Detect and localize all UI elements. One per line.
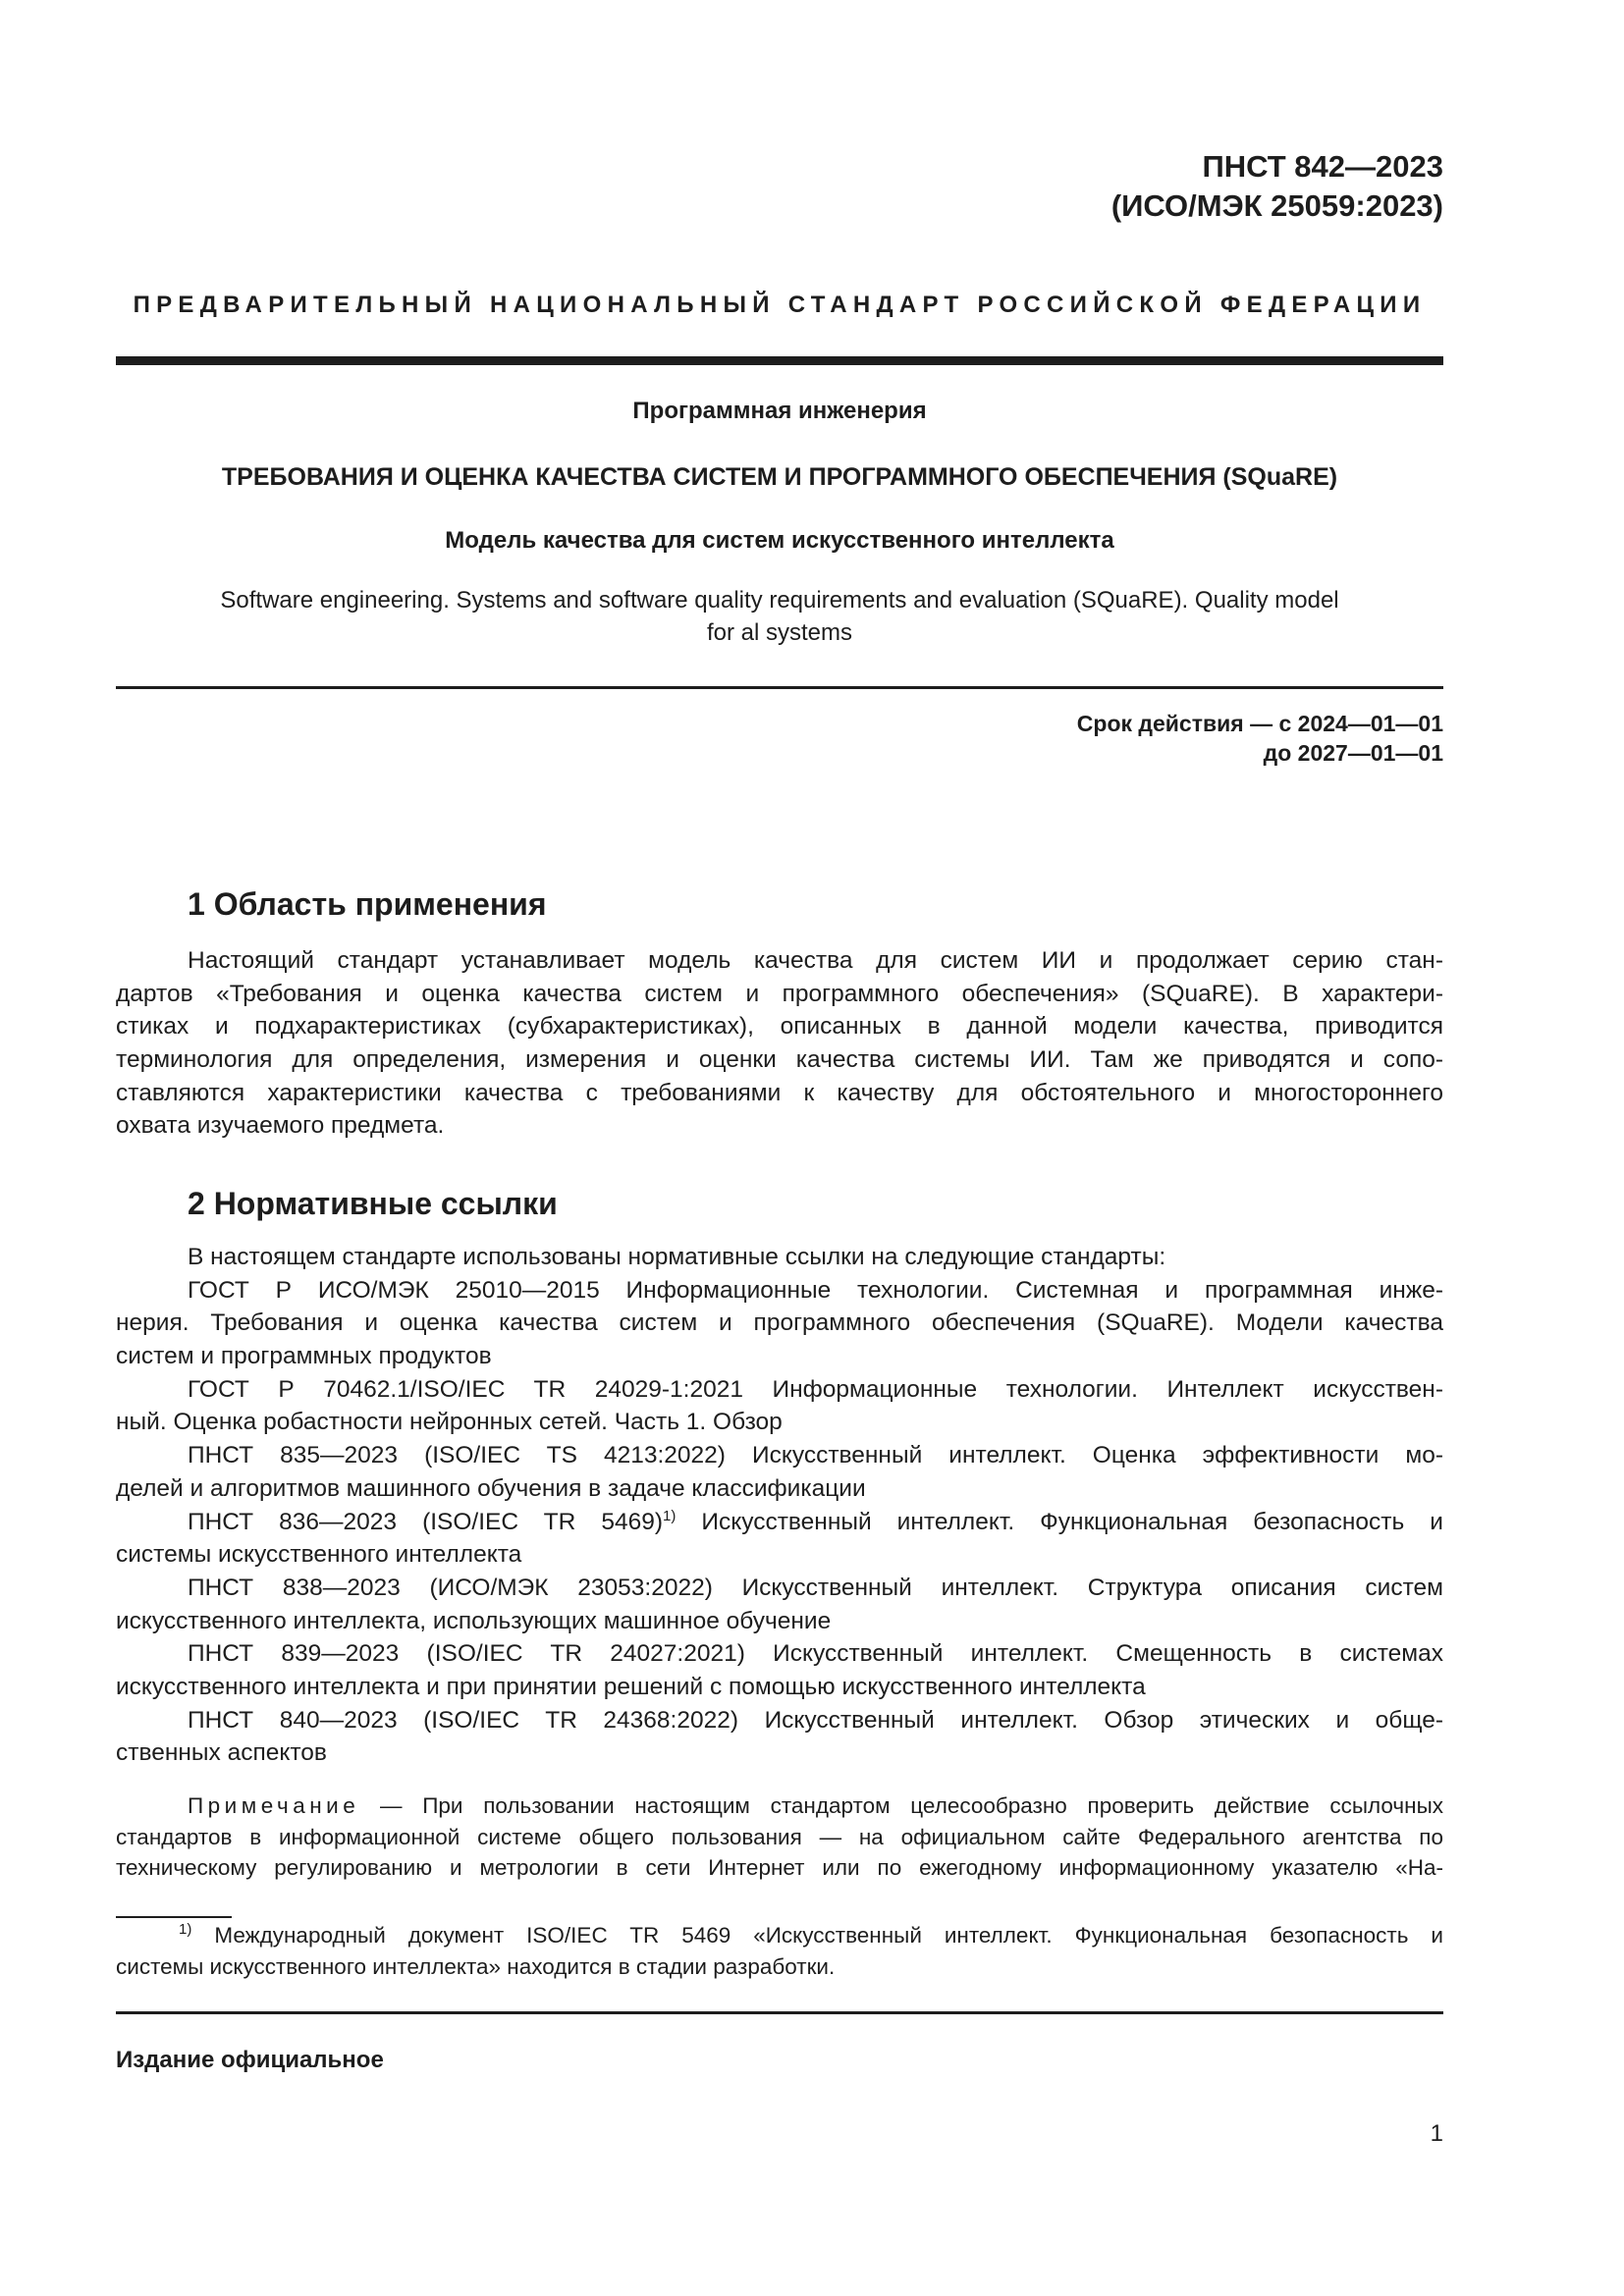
page-number: 1: [1430, 2120, 1443, 2147]
preliminary-standard-heading: ПРЕДВАРИТЕЛЬНЫЙ НАЦИОНАЛЬНЫЙ СТАНДАРТ РОССИЙСКОЙ ФЕДЕРАЦИИ: [133, 292, 1427, 318]
footnote-text: Международный документ ISO/IEC TR 5469 «Искусственный интеллект. Функциональная безопасность и: [191, 1923, 1443, 1948]
paragraph-line: Настоящий стандарт устанавливает модель качества для систем ИИ и продолжает серию стан-: [188, 947, 1443, 974]
standard-designation: [1111, 147, 1443, 226]
reference-line: ПНСТ 839—2023 (ISO/IEC TR 24027:2021) Искусственный интеллект. Смещенность в системах: [188, 1640, 1443, 1668]
section-1-body: [116, 944, 1443, 1143]
reference-line: искусственного интеллекта, использующих машинное обучение: [116, 1607, 832, 1634]
validity-period: [1077, 709, 1443, 768]
title-rule: [116, 686, 1443, 689]
note-line: [116, 1790, 1443, 1822]
footnote-mark: 1): [179, 1921, 192, 1938]
footnote-mark: 1): [663, 1507, 677, 1524]
paragraph-line: стиках и подхарактеристиках (субхарактеристиках), описанных в данной модели качества, приводится: [116, 1013, 1443, 1041]
header-rule: [116, 356, 1443, 365]
footnote: [116, 1920, 1443, 1982]
validity-start: Срок действия — с 2024—01—01: [1076, 711, 1443, 736]
reference-line: ГОСТ Р ИСО/МЭК 25010—2015 Информационные технологии. Системная и программная инже-: [188, 1276, 1443, 1304]
reference-line: ПНСТ 835—2023 (ISO/IEC TS 4213:2022) Искусственный интеллект. Оценка эффективности мо-: [188, 1442, 1443, 1469]
reference-line: системы искусственного интеллекта: [116, 1541, 522, 1569]
section-1-title: 1 Область применения: [188, 886, 547, 922]
paragraph-line: В настоящем стандарте использованы нормативные ссылки на следующие стандарты:: [188, 1244, 1166, 1270]
reference-line: ный. Оценка робастности нейронных сетей. Часть 1. Обзор: [116, 1409, 783, 1436]
note-line: техническому регулированию и метрологии в сети Интернет или по ежегодному информационному указателю «На-: [116, 1855, 1443, 1881]
english-title-line-2: for al systems: [706, 619, 853, 646]
official-edition-label: Издание официальное: [116, 2047, 384, 2073]
footer-rule: [116, 2011, 1443, 2014]
reference-title: Искусственный интеллект. Функциональная безопасность и: [701, 1508, 1443, 1535]
standard-code: ПНСТ 842—2023: [1202, 149, 1443, 184]
paragraph-line: ставляются характеристики качества с требованиями к качеству для обстоятельного и многостороннего: [116, 1079, 1443, 1106]
english-title-line-1: Software engineering. Systems and software quality requirements and evaluation (SQuaRE). Quality model: [220, 587, 1339, 614]
note-block: [116, 1790, 1443, 1884]
reference-code: ПНСТ 836—2023 (ISO/IEC TR 5469): [188, 1508, 663, 1535]
reference-line: ПНСТ 840—2023 (ISO/IEC TR 24368:2022) Искусственный интеллект. Обзор этических и обще-: [188, 1706, 1443, 1734]
reference-line: ПНСТ 838—2023 (ИСО/МЭК 23053:2022) Искусственный интеллект. Структура описания систем: [188, 1574, 1443, 1601]
paragraph-line: охвата изучаемого предмета.: [116, 1112, 445, 1140]
title-subject: Программная инженерия: [632, 398, 927, 424]
title-main: ТРЕБОВАНИЯ И ОЦЕНКА КАЧЕСТВА СИСТЕМ И ПРОГРАММНОГО ОБЕСПЕЧЕНИЯ (SQuaRE): [221, 463, 1338, 491]
reference-line: [116, 1506, 1443, 1539]
footnote-line: [116, 1920, 1443, 1951]
paragraph-line: терминология для определения, измерения и оценки качества системы ИИ. Там же приводятся и сопо-: [116, 1046, 1443, 1074]
footnote-rule: [116, 1916, 232, 1918]
paragraph-line: дартов «Требования и оценка качества систем и программного обеспечения» (SQuaRE). В характери-: [116, 980, 1443, 1007]
reference-line: искусственного интеллекта и при принятии решений с помощью искусственного интеллекта: [116, 1673, 1146, 1700]
note-label: Примечание: [188, 1793, 360, 1818]
reference-line: нерия. Требования и оценка качества систем и программного обеспечения (SQuaRE). Модели качества: [116, 1309, 1443, 1337]
reference-line: делей и алгоритмов машинного обучения в задаче классификации: [116, 1474, 866, 1502]
footnote-line: системы искусственного интеллекта» находится в стадии разработки.: [116, 1953, 836, 1979]
reference-line: систем и программных продуктов: [116, 1343, 492, 1370]
reference-line: ГОСТ Р 70462.1/ISO/IEC TR 24029-1:2021 Информационные технологии. Интеллект искусствен-: [188, 1375, 1443, 1403]
reference-line: ственных аспектов: [116, 1739, 327, 1767]
note-text: — При пользовании настоящим стандартом целесообразно проверить действие ссылочных: [359, 1793, 1443, 1818]
section-2-body: [116, 1241, 1443, 1770]
iso-code: (ИСО/МЭК 25059:2023): [1110, 188, 1443, 223]
validity-end: до 2027—01—01: [1263, 740, 1443, 766]
section-2-title: 2 Нормативные ссылки: [188, 1186, 558, 1221]
note-line: стандартов в информационной системе общего пользования — на официальном сайте Федерального агентства по: [116, 1824, 1443, 1849]
title-model: Модель качества для систем искусственного интеллекта: [445, 527, 1114, 554]
